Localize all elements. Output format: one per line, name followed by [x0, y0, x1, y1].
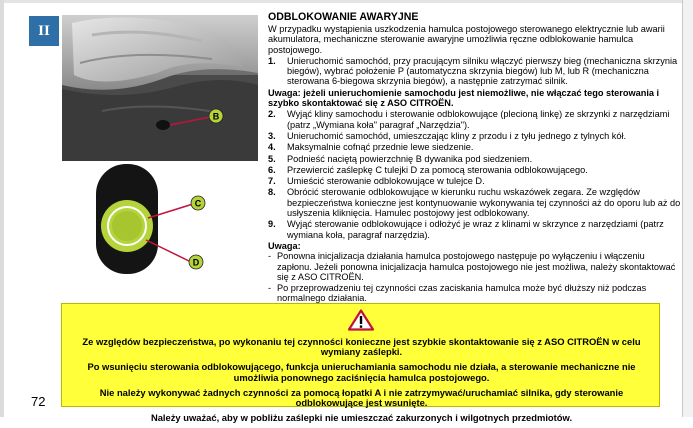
step-item: 3. Unieruchomić samochód, umieszczając kliny z przodu i z tyłu jednego z tylnych kół. — [268, 130, 627, 141]
label-b: B — [212, 111, 220, 122]
page-frame-top — [0, 0, 693, 3]
step-item: 2. Wyjąć kliny samochodu i sterowanie odblokowujące (plecioną linkę) ze skrzynki z narzędziami (patrz „Wymiana koła" paragraf „Narzędzia"). — [268, 109, 670, 130]
warning-text — [78, 337, 645, 428]
step-item: 9. Wyjąć sterowanie odblokowujące i odłożyć je wraz z klinami w skrzynce z narzędziami (patrz wymiana koła, paragraf narzędzia). — [268, 219, 664, 240]
note-2-label: Uwaga: — [268, 240, 301, 251]
page-number: 72 — [31, 394, 46, 409]
steps-list-2 — [268, 109, 681, 240]
step-item: 6. Przewiercić zaślepkę C tulejki D za pomocą sterowania odblokowującego. — [268, 164, 588, 175]
instructions — [268, 11, 681, 305]
step-item: 7. Umieścić sterowanie odblokowujące w tulejce D. — [268, 176, 485, 187]
section-heading: ODBLOKOWANIE AWARYJNE — [268, 11, 419, 23]
steps-list-1 — [268, 56, 681, 87]
note-item: - Ponowna inicjalizacja działania hamulca postojowego następuje po wyłączeniu i włączeniu zapłonu. Jeżeli ponowna inicjalizacja hamulca postojowego nie jest możliwa, należy skontaktować się z ASO CITROËN. — [268, 251, 681, 282]
seat-floor-photo — [62, 15, 258, 161]
step-item: 8. Obrócić sterowanie odblokowujące w kierunku ruchu wskazówek zegara. Ze względów bezpieczeństwa konieczne jest kontynuowanie wykonywania tej czynności aż do oporu lub aż do usłyszenia kliknięcia. Hamulec postojowy jest odblokowany. — [268, 187, 681, 219]
label-d: D — [192, 257, 200, 268]
plug-figure — [90, 158, 250, 278]
warning-line: Ze względów bezpieczeństwa, po wykonaniu tej czynności konieczne jest szybkie skontaktowanie się z ASO CITROËN w celu wymiany zaślepki. — [82, 336, 641, 358]
scrollbar[interactable] — [682, 0, 693, 417]
warning-line: Po wsunięciu sterowania odblokowującego, funkcja unieruchamiania samochodu nie działa, a sterowanie mechaniczne nie umożliwia ponownego zaciśnięcia hamulca postojowego. — [87, 361, 636, 383]
page-frame-left — [0, 0, 4, 417]
note-1: Uwaga: jeżeli unieruchomienie samochodu jest niemożliwe, nie włączać tego sterowania i szybko skontaktować się z ASO CITROËN. — [268, 87, 660, 109]
step-item: 4. Maksymalnie cofnąć przednie lewe siedzenie. — [268, 142, 474, 153]
section-tab[interactable]: II — [29, 16, 59, 46]
warning-triangle-icon — [348, 309, 374, 331]
step-item: 5. Podnieść naciętą powierzchnię B dywanika pod siedzeniem. — [268, 153, 533, 164]
warning-box — [61, 303, 660, 424]
warning-line: Nie należy wykonywać żadnych czynności za pomocą łopatki A i nie zatrzymywać/uruchamiać silnika, gdy sterowanie odblokowujące jest wsunięte. — [99, 386, 624, 409]
label-c: C — [194, 198, 202, 209]
note-2-list — [268, 251, 681, 303]
warning-line: Należy uważać, aby w pobliżu zaślepki nie umieszczać zakurzonych i wilgotnych przedmiotów. — [150, 412, 573, 424]
note-item: - Po przeprowadzeniu tej czynności czas zaciskania hamulca może być dłuższy niż podczas normalnego działania. — [268, 283, 681, 304]
intro-text: W przypadku wystąpienia uszkodzenia hamulca postojowego sterowanego elektrycznie lub awarii akumulatora, mechaniczne sterowanie awaryjne umożliwia ręczne odblokowanie hamulca postojowego. — [268, 24, 665, 55]
step-item: 1. Unieruchomić samochód, przy pracującym silniku włączyć pierwszy bieg (mechaniczna skrzynia biegów), wybrać położenie P (automatyczna skrzynia biegów) lub M, lub R (mechaniczna sterowana 6-biegowa skrzynia biegów), a następnie zatrzymać silnik. — [268, 55, 678, 87]
